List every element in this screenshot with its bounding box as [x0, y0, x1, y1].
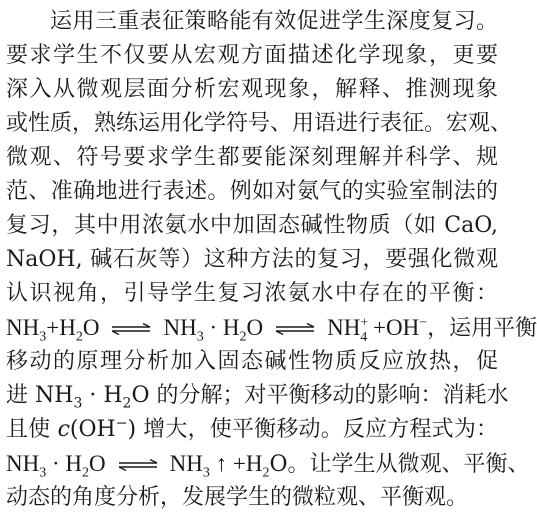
paragraph-line-1: 运用三重表征策略能有效促进学生深度复习。	[50, 9, 498, 34]
paragraph-line-15: 动态的角度分析，发展学生的微粒观、平衡观。	[6, 485, 469, 510]
equilibrium-arrow-icon	[110, 323, 152, 335]
paragraph-line-11: 移动的原理分析加入固态碱性物质反应放热，促	[6, 349, 498, 374]
paragraph-line-5: 微观、符号要求学生都要能深刻理解并科学、规	[6, 145, 498, 170]
equation-term-nh4-oh: $NH^+_4 +OH^-$	[327, 315, 428, 345]
paragraph-line-3: 深入从微观层面分析宏观现象，解释、推测现象	[6, 77, 498, 102]
paragraph-line-13: 且使 c(OH−) 增大，使平衡移动。反应方程式为：	[6, 415, 499, 442]
paragraph-line-8: NaOH, 碱石灰等）这种方法的复习，要强化微观	[6, 247, 498, 272]
equation-term-nh3-h2o: $NH_3 \cdot H_2O$	[163, 315, 264, 345]
paragraph-line-7: 复习，其中用浓氨水中加固态碱性物质（如 CaO,	[6, 213, 498, 238]
equation-term-nh3-h2o: $NH_3 \cdot H_2O$	[6, 451, 106, 481]
paragraph-line-12: 进 $NH_3 \cdot H_2O$ 的分解；对平衡移动的影响：消耗水	[6, 383, 509, 412]
equilibrium-arrow-icon	[117, 459, 159, 471]
paragraph-line-9: 认识视角，引导学生复习浓氨水中存在的平衡：	[6, 281, 498, 306]
equation-line-tail: O。让学生从微观、平衡、	[269, 452, 530, 477]
paragraph-line-2: 要求学生不仅要从宏观方面描述化学现象，更要	[6, 43, 498, 68]
paragraph-line-4: 或性质，熟练运用化学符号、用语进行表征。宏观、	[6, 111, 513, 136]
equilibrium-equation-line	[6, 310, 537, 346]
equation-term-h2o: $+H_2O$	[46, 315, 100, 345]
equation-term-products: $NH_3$ ↑ $+H_2$	[169, 451, 270, 481]
equation-line-tail: ，运用平衡	[427, 316, 537, 341]
paragraph-line-6: 范、准确地进行表述。例如对氨气的实验室制法的	[6, 179, 498, 204]
decomposition-equation-line	[6, 446, 530, 482]
equation-term-nh3: $NH_3$	[6, 315, 47, 345]
equilibrium-arrow-icon	[274, 323, 316, 335]
